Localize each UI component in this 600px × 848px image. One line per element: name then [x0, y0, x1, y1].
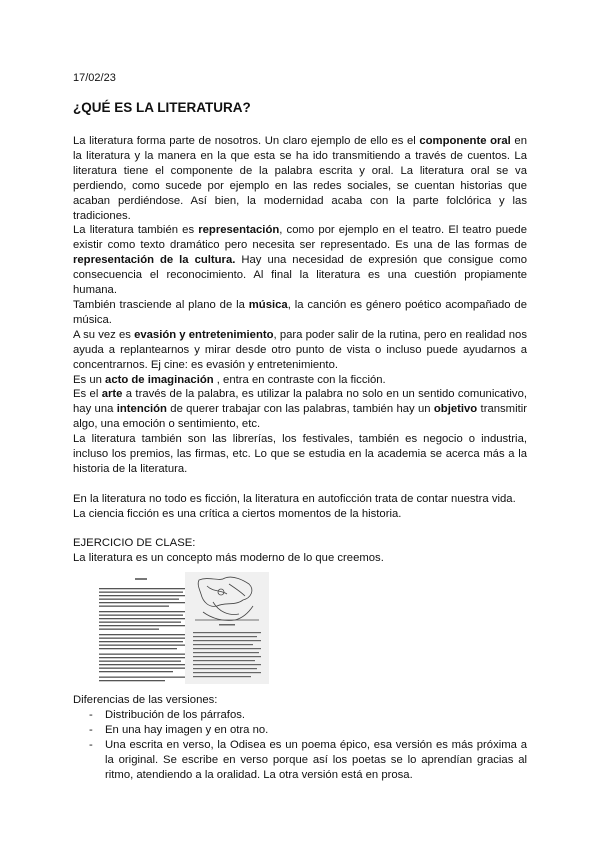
paragraph-evasion: A su vez es evasión y entretenimiento, para poder salir de la rutina, pero en realidad nos ayuda a replantearnos y mirar desde otro punto de vista o incluso puede ayudarnos a concentrarnos. Ej cine: es evasión y entretenimiento.	[73, 328, 527, 371]
paragraph-science-fiction: La ciencia ficción es una crítica a ciertos momentos de la historia.	[73, 507, 402, 520]
paragraph-autofiction: En la literatura no todo es ficción, la literatura en autoficción trata de contar nuestra vida.	[73, 492, 516, 505]
differences-list	[73, 708, 527, 783]
paragraph-industry: La literatura también son las librerías, los festivales, también es negocio o industria, incluso los premios, las firmas, etc. Lo que se estudia en la academia se acerca más a la historia de la literatura.	[73, 433, 527, 475]
differences-heading: Diferencias de las versiones:	[73, 694, 218, 707]
exercise-figures	[73, 572, 527, 689]
exercise-text: La literatura es un concepto más moderno de lo que creemos.	[73, 552, 384, 565]
list-item: - Una escrita en verso, la Odisea es un poema épico, esa versión es más próxima a la original. Se escribe en verso porque así los poetas se lo aprendían gracias al ritmo, atendiendo a la oralidad. La otra versión está en prosa.	[89, 738, 527, 781]
exercise-heading: EJERCICIO DE CLASE:	[73, 537, 196, 550]
date: 17/02/23	[73, 72, 116, 84]
paragraph-imagination: Es un acto de imaginación , entra en contraste con la ficción.	[73, 373, 386, 386]
verse-version-image	[185, 572, 269, 684]
paragraph-oral: La literatura forma parte de nosotros. Un claro ejemplo de ello es el componente oral en la literatura y la manera en la que esta se ha ido transmitiendo a través de cuentos. La literatura tiene el componente de la palabra escrita y oral. La literatura oral se va perdiendo, como sucede por ejemplo en las redes sociales, se cuentan historias que acaban perdiéndose. Así bien, la modernidad acaba con la parte folclórica y las tradiciones.	[73, 135, 527, 222]
page-title: ¿QUÉ ES LA LITERATURA?	[73, 100, 251, 115]
prose-version-image	[91, 574, 191, 684]
list-item: - Distribución de los párrafos.	[89, 709, 246, 722]
list-item: - En una hay imagen y en otra no.	[89, 724, 269, 737]
document-body	[73, 134, 527, 783]
paragraph-representation: La literatura también es representación, como por ejemplo en el teatro. El teatro puede existir como texto dramático pero necesita ser representado. Es una de las formas de representación de la cultura. Hay una necesidad de expresión que consigue como consecuencia el reconocimiento. Al final la literatura es una cuestión propiamente humana.	[73, 224, 527, 297]
paragraph-music: También trasciende al plano de la música, la canción es género poético acompañado de música.	[73, 298, 527, 326]
paragraph-art: Es el arte a través de la palabra, es utilizar la palabra no solo en un sentido comunicativo, hay una intención de querer trabajar con las palabras, también hay un objetivo transmitir algo, una emoción o sentimiento, etc.	[73, 388, 527, 431]
